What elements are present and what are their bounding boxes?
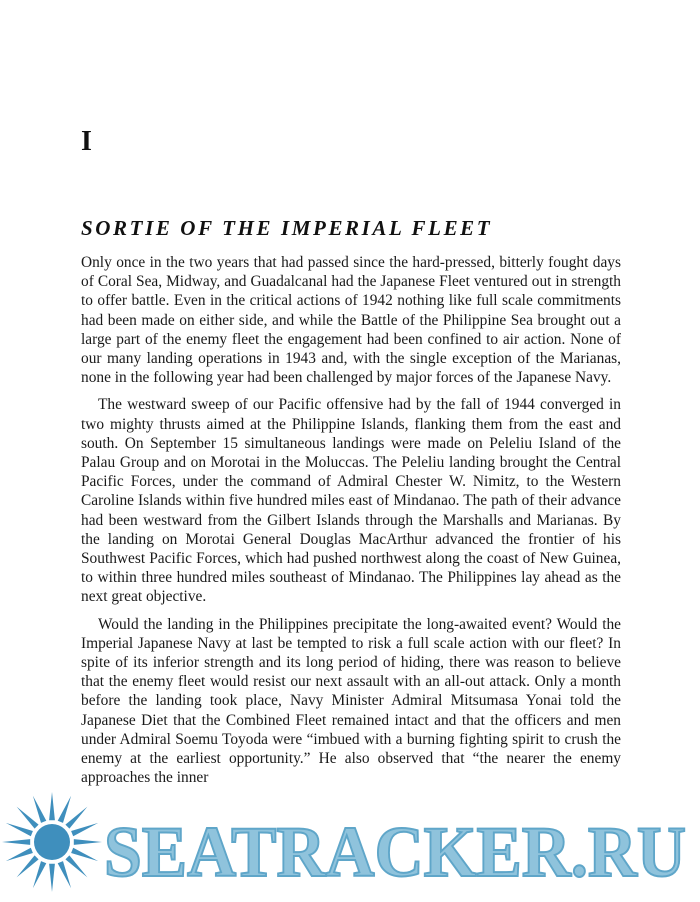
paragraph-3: Would the landing in the Philippines precipitate the long-awaited event? Would the Imperial Japanese Navy at last be tempted to risk a full scale action with our fleet? In spite of its inferior strength and its long period of hiding, there was reason to believe that the enemy fleet would resist our next assault with an all-out attack. Only a month before the landing took place, Navy Minister Admiral Mitsumasa Yonai told the Japanese Diet that the Combined Fleet remained intact and that the officers and men under Admiral Soemu Toyoda were “imbued with a burning fighting spirit to crush the enemy at the earliest opportunity.” He also observed that “the nearer the enemy approaches the inner [81, 615, 621, 787]
body-text [81, 253, 621, 825]
sun-ray-icon [49, 864, 55, 892]
sun-ray-icon [17, 807, 39, 829]
sun-ray-icon [71, 848, 98, 861]
paragraph-2: The westward sweep of our Pacific offensive had by the fall of 1944 converged in two mighty thrusts aimed at the Philippine Islands, flanking them from the east and south. On September 15 simultaneous landings were made on Peleliu Island of the Palau Group and on Morotai in the Moluccas. The Peleliu landing brought the Central Pacific Forces, under the command of Admiral Chester W. Nimitz, to the Western Caroline Islands within five hundred miles east of Mindanao. The path of their advance had been westward from the Gilbert Islands through the Marshalls and Marianas. By the landing on Morotai General Douglas MacArthur advanced the frontier of his Southwest Pacific Forces, which had pushed northwest along the coast of New Guinea, to within three hundred miles southeast of Mindanao. The Philippines lay ahead as the next great objective. [81, 396, 621, 606]
sun-ray-icon [33, 796, 46, 823]
sun-ray-icon [33, 861, 46, 888]
sun-ray-icon [58, 861, 71, 888]
sun-ray-icon [49, 792, 55, 820]
sun-ray-icon [17, 855, 39, 877]
sun-ray-icon [74, 839, 102, 845]
sun-ray-icon [2, 839, 30, 845]
chapter-number: I [81, 126, 92, 157]
sun-ray-icon [58, 796, 71, 823]
sun-ray-icon [65, 855, 87, 877]
sun-ray-icon [6, 823, 33, 836]
chapter-title: SORTIE OF THE IMPERIAL FLEET [81, 216, 493, 240]
sun-ray-icon [6, 848, 33, 861]
paragraph-1: Only once in the two years that had passed since the hard-pressed, bitterly fought days of Coral Sea, Midway, and Guadalcanal had the Japanese Fleet ventured out in strength to offer battle. Even in the critical actions of 1942 nothing like full scale commitments had been made on either side, and while the Battle of the Philippine Sea brought out a large part of the enemy fleet the engagement had been confined to air action. None of our many landing operations in 1943 and, with the single exception of the Marianas, none in the following year had been challenged by major forces of the Japanese Navy. [81, 254, 621, 387]
watermark-text: SEATRACKER.RU [104, 812, 686, 892]
